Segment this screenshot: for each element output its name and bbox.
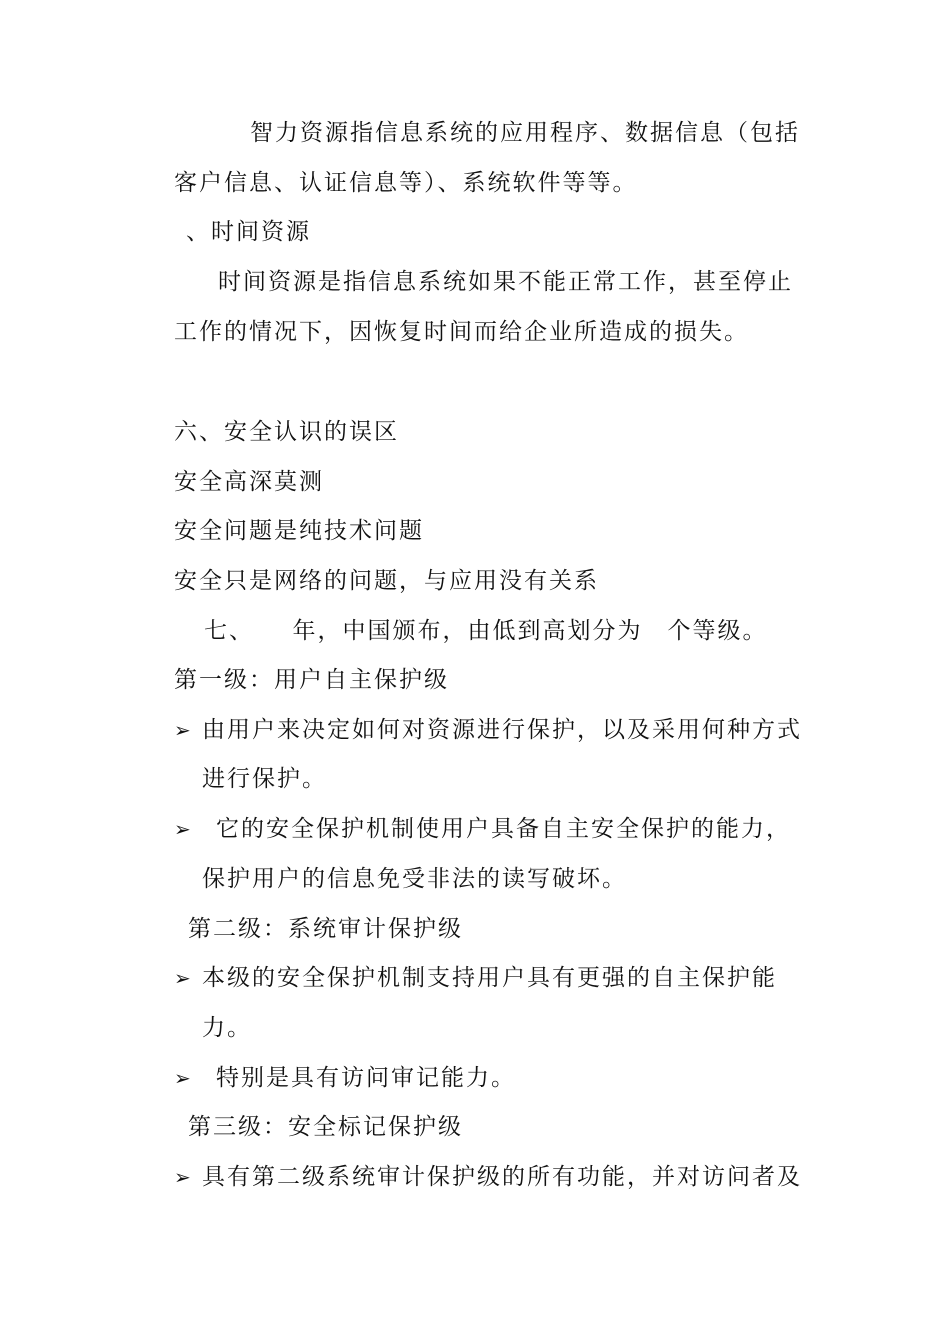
arrow-bullet-icon: ➢ — [174, 966, 193, 990]
arrow-bullet-icon: ➢ — [174, 817, 193, 841]
level-2-bullet-1-line2: 力。 — [202, 1015, 252, 1041]
level-1-bullet-2-line2: 保护用户的信息免受非法的读写破坏。 — [202, 866, 627, 892]
level-1-heading: 第一级：用户自主保护级 — [174, 667, 449, 693]
section-7-heading: 七、 年，中国颁布，由低到高划分为 个等级。 — [204, 618, 768, 644]
level-1-bullet-1-line2: 进行保护。 — [202, 766, 327, 792]
bullet-text: 具有第二级系统审计保护级的所有功能，并对访问者及 — [202, 1164, 802, 1190]
bullet-text: 它的安全保护机制使用户具备自主安全保护的能力， — [216, 816, 791, 842]
level-1-bullet-1-line1 — [174, 715, 802, 745]
bullet-text: 本级的安全保护机制支持用户具有更强的自主保护能 — [202, 965, 777, 991]
paragraph-time-resources-line1: 时间资源是指信息系统如果不能正常工作，甚至停止 — [218, 269, 793, 295]
level-3-heading: 第三级：安全标记保护级 — [188, 1114, 463, 1140]
section-6-heading: 六、安全认识的误区 — [174, 419, 399, 445]
level-1-bullet-2-line1 — [174, 814, 791, 844]
level-2-heading: 第二级：系统审计保护级 — [188, 916, 463, 942]
myth-item-2: 安全问题是纯技术问题 — [174, 518, 424, 544]
myth-item-3: 安全只是网络的问题，与应用没有关系 — [174, 568, 599, 594]
arrow-bullet-icon: ➢ — [174, 718, 193, 742]
paragraph-intellectual-resources-line1: 智力资源指信息系统的应用程序、数据信息（包括 — [250, 120, 800, 146]
level-3-bullet-1-line1 — [174, 1162, 802, 1192]
arrow-bullet-icon: ➢ — [174, 1066, 193, 1090]
heading-time-resources: 、时间资源 — [186, 219, 311, 245]
myth-item-1: 安全高深莫测 — [174, 469, 324, 495]
level-2-bullet-2-line1 — [174, 1063, 516, 1093]
bullet-text: 由用户来决定如何对资源进行保护，以及采用何种方式 — [202, 717, 802, 743]
bullet-text: 特别是具有访问审记能力。 — [216, 1065, 516, 1091]
paragraph-time-resources-line2: 工作的情况下，因恢复时间而给企业所造成的损失。 — [174, 319, 749, 345]
paragraph-intellectual-resources-line2: 客户信息、认证信息等）、系统软件等等。 — [174, 170, 638, 196]
level-2-bullet-1-line1 — [174, 963, 777, 993]
arrow-bullet-icon: ➢ — [174, 1165, 193, 1189]
